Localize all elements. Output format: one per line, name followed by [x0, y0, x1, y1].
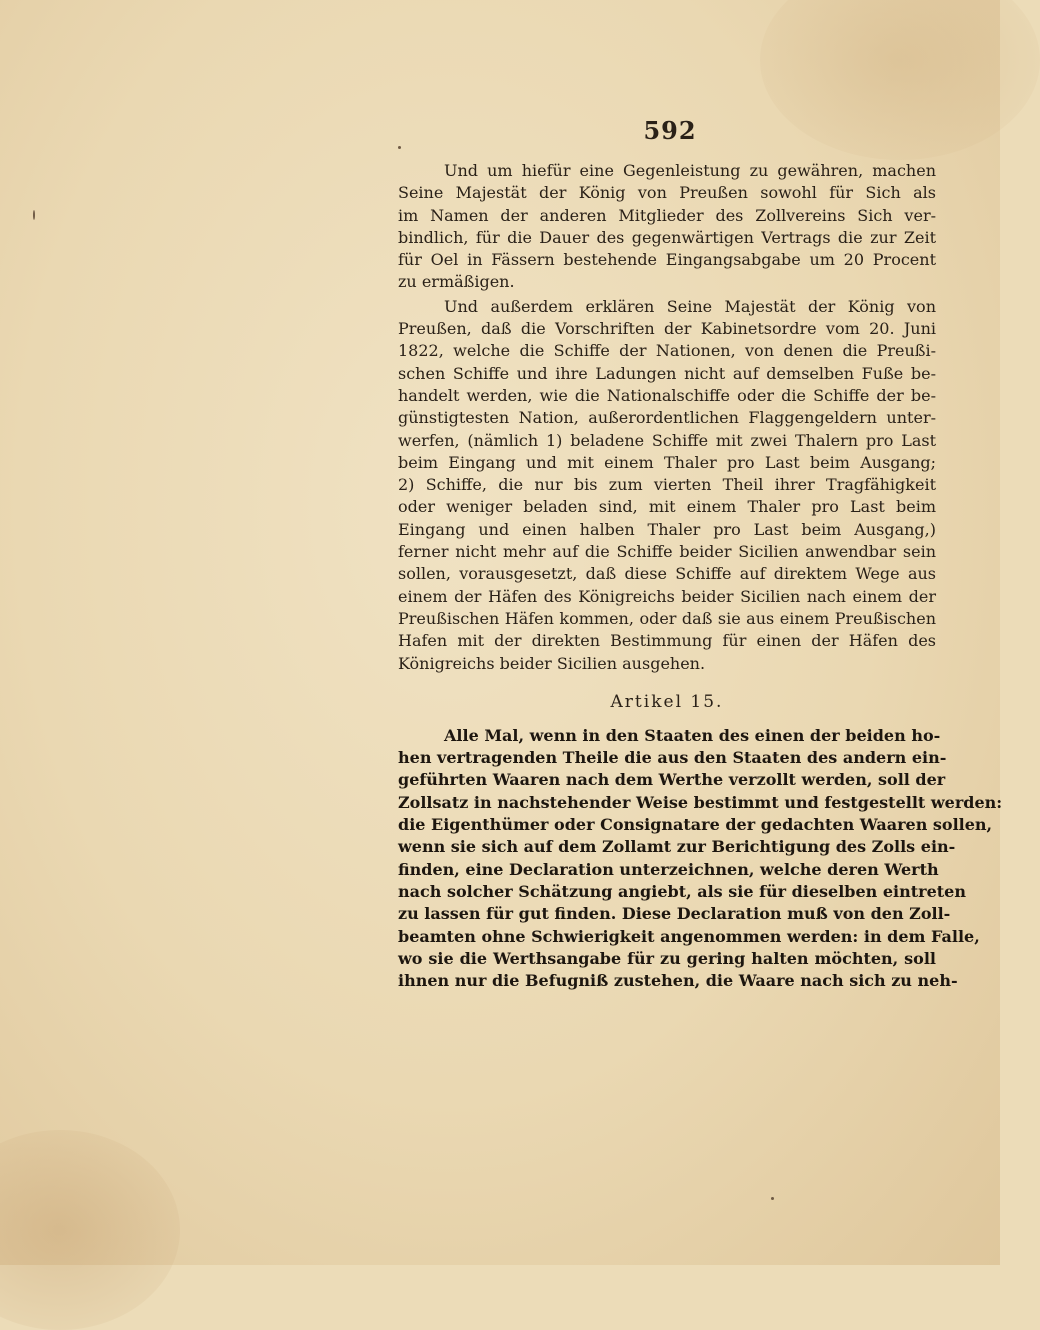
text-line: Und um hiefür eine Gegenleistung zu gewähren, machen [444, 161, 936, 180]
paragraph-2 [398, 296, 936, 675]
text-line: bindlich, für die Dauer des gegenwärtigen Vertrags die zur Zeit [398, 227, 936, 247]
text-line: beim Eingang und mit einem Thaler pro Last beim Ausgang; [398, 452, 936, 472]
text-line: finden, eine Declaration unterzeichnen, welche deren Werth [398, 859, 939, 879]
page-number: 592 [643, 116, 697, 145]
ink-speck [33, 210, 35, 220]
paragraph-3 [398, 725, 1003, 993]
text-line: Preußen, daß die Vorschriften der Kabinetsordre vom 20. Juni [398, 319, 936, 339]
article-heading: Artikel 15. [610, 691, 724, 712]
ink-speck [771, 1197, 774, 1200]
paper-stain [0, 1130, 180, 1330]
text-line: einem der Häfen des Königreichs beider Sicilien nach einem der [398, 586, 936, 606]
text-body [398, 160, 1003, 992]
text-line: zu ermäßigen. [398, 272, 515, 292]
text-line: ferner nicht mehr auf die Schiffe beider Sicilien anwendbar sein [398, 542, 936, 562]
text-line: beamten ohne Schwierigkeit angenommen werden: in dem Falle, [398, 926, 980, 946]
text-line: hen vertragenden Theile die aus den Staaten des andern ein- [398, 748, 947, 768]
text-line: im Namen der anderen Mitglieder des Zollvereins Sich ver- [398, 205, 936, 225]
text-line: Königreichs beider Sicilien ausgehen. [398, 653, 706, 673]
text-line: handelt werden, wie die Nationalschiffe oder die Schiffe der be- [398, 385, 936, 405]
ink-speck [398, 146, 401, 149]
text-line: für Oel in Fässern bestehende Eingangsabgabe um 20 Procent [398, 250, 936, 270]
text-line: ihnen nur die Befugniß zustehen, die Waare nach sich zu neh- [398, 971, 958, 991]
text-line: Eingang und einen halben Thaler pro Last beim Ausgang,) [398, 519, 936, 539]
text-line: werfen, (nämlich 1) beladene Schiffe mit zwei Thalern pro Last [398, 430, 936, 450]
text-line: Hafen mit der direkten Bestimmung für einen der Häfen des [398, 631, 936, 651]
text-line: die Eigenthümer oder Consignatare der gedachten Waaren sollen, [398, 815, 993, 835]
text-line: 1822, welche die Schiffe der Nationen, von denen die Preußi- [398, 341, 936, 361]
paragraph-1 [398, 160, 936, 294]
text-line: 2) Schiffe, die nur bis zum vierten Theil ihrer Tragfähigkeit [398, 475, 936, 495]
text-line: Alle Mal, wenn in den Staaten des einen der beiden ho- [444, 725, 941, 745]
text-line: wo sie die Werthsangabe für zu gering halten möchten, soll [398, 948, 936, 968]
text-line: oder weniger beladen sind, mit einem Thaler pro Last beim [398, 497, 936, 517]
text-line: Zollsatz in nachstehender Weise bestimmt und festgestellt werden: [398, 792, 1003, 812]
text-line: Und außerdem erklären Seine Majestät der König von [444, 296, 936, 316]
text-line: wenn sie sich auf dem Zollamt zur Berichtigung des Zolls ein- [398, 837, 956, 857]
text-line: schen Schiffe und ihre Ladungen nicht auf demselben Fuße be- [398, 363, 936, 383]
text-line: günstigtesten Nation, außerordentlichen Flaggengeldern unter- [398, 408, 936, 428]
paper-stain [760, 0, 1040, 160]
text-line: Preußischen Häfen kommen, oder daß sie aus einem Preußischen [398, 608, 936, 628]
text-line: nach solcher Schätzung angiebt, als sie für dieselben eintreten [398, 881, 966, 901]
text-line: Seine Majestät der König von Preußen sowohl für Sich als [398, 183, 936, 203]
text-line: zu lassen für gut finden. Diese Declaration muß von den Zoll- [398, 904, 951, 924]
text-line: geführten Waaren nach dem Werthe verzollt werden, soll der [398, 770, 946, 790]
text-line: sollen, vorausgesetzt, daß diese Schiffe auf direktem Wege aus [398, 564, 936, 584]
